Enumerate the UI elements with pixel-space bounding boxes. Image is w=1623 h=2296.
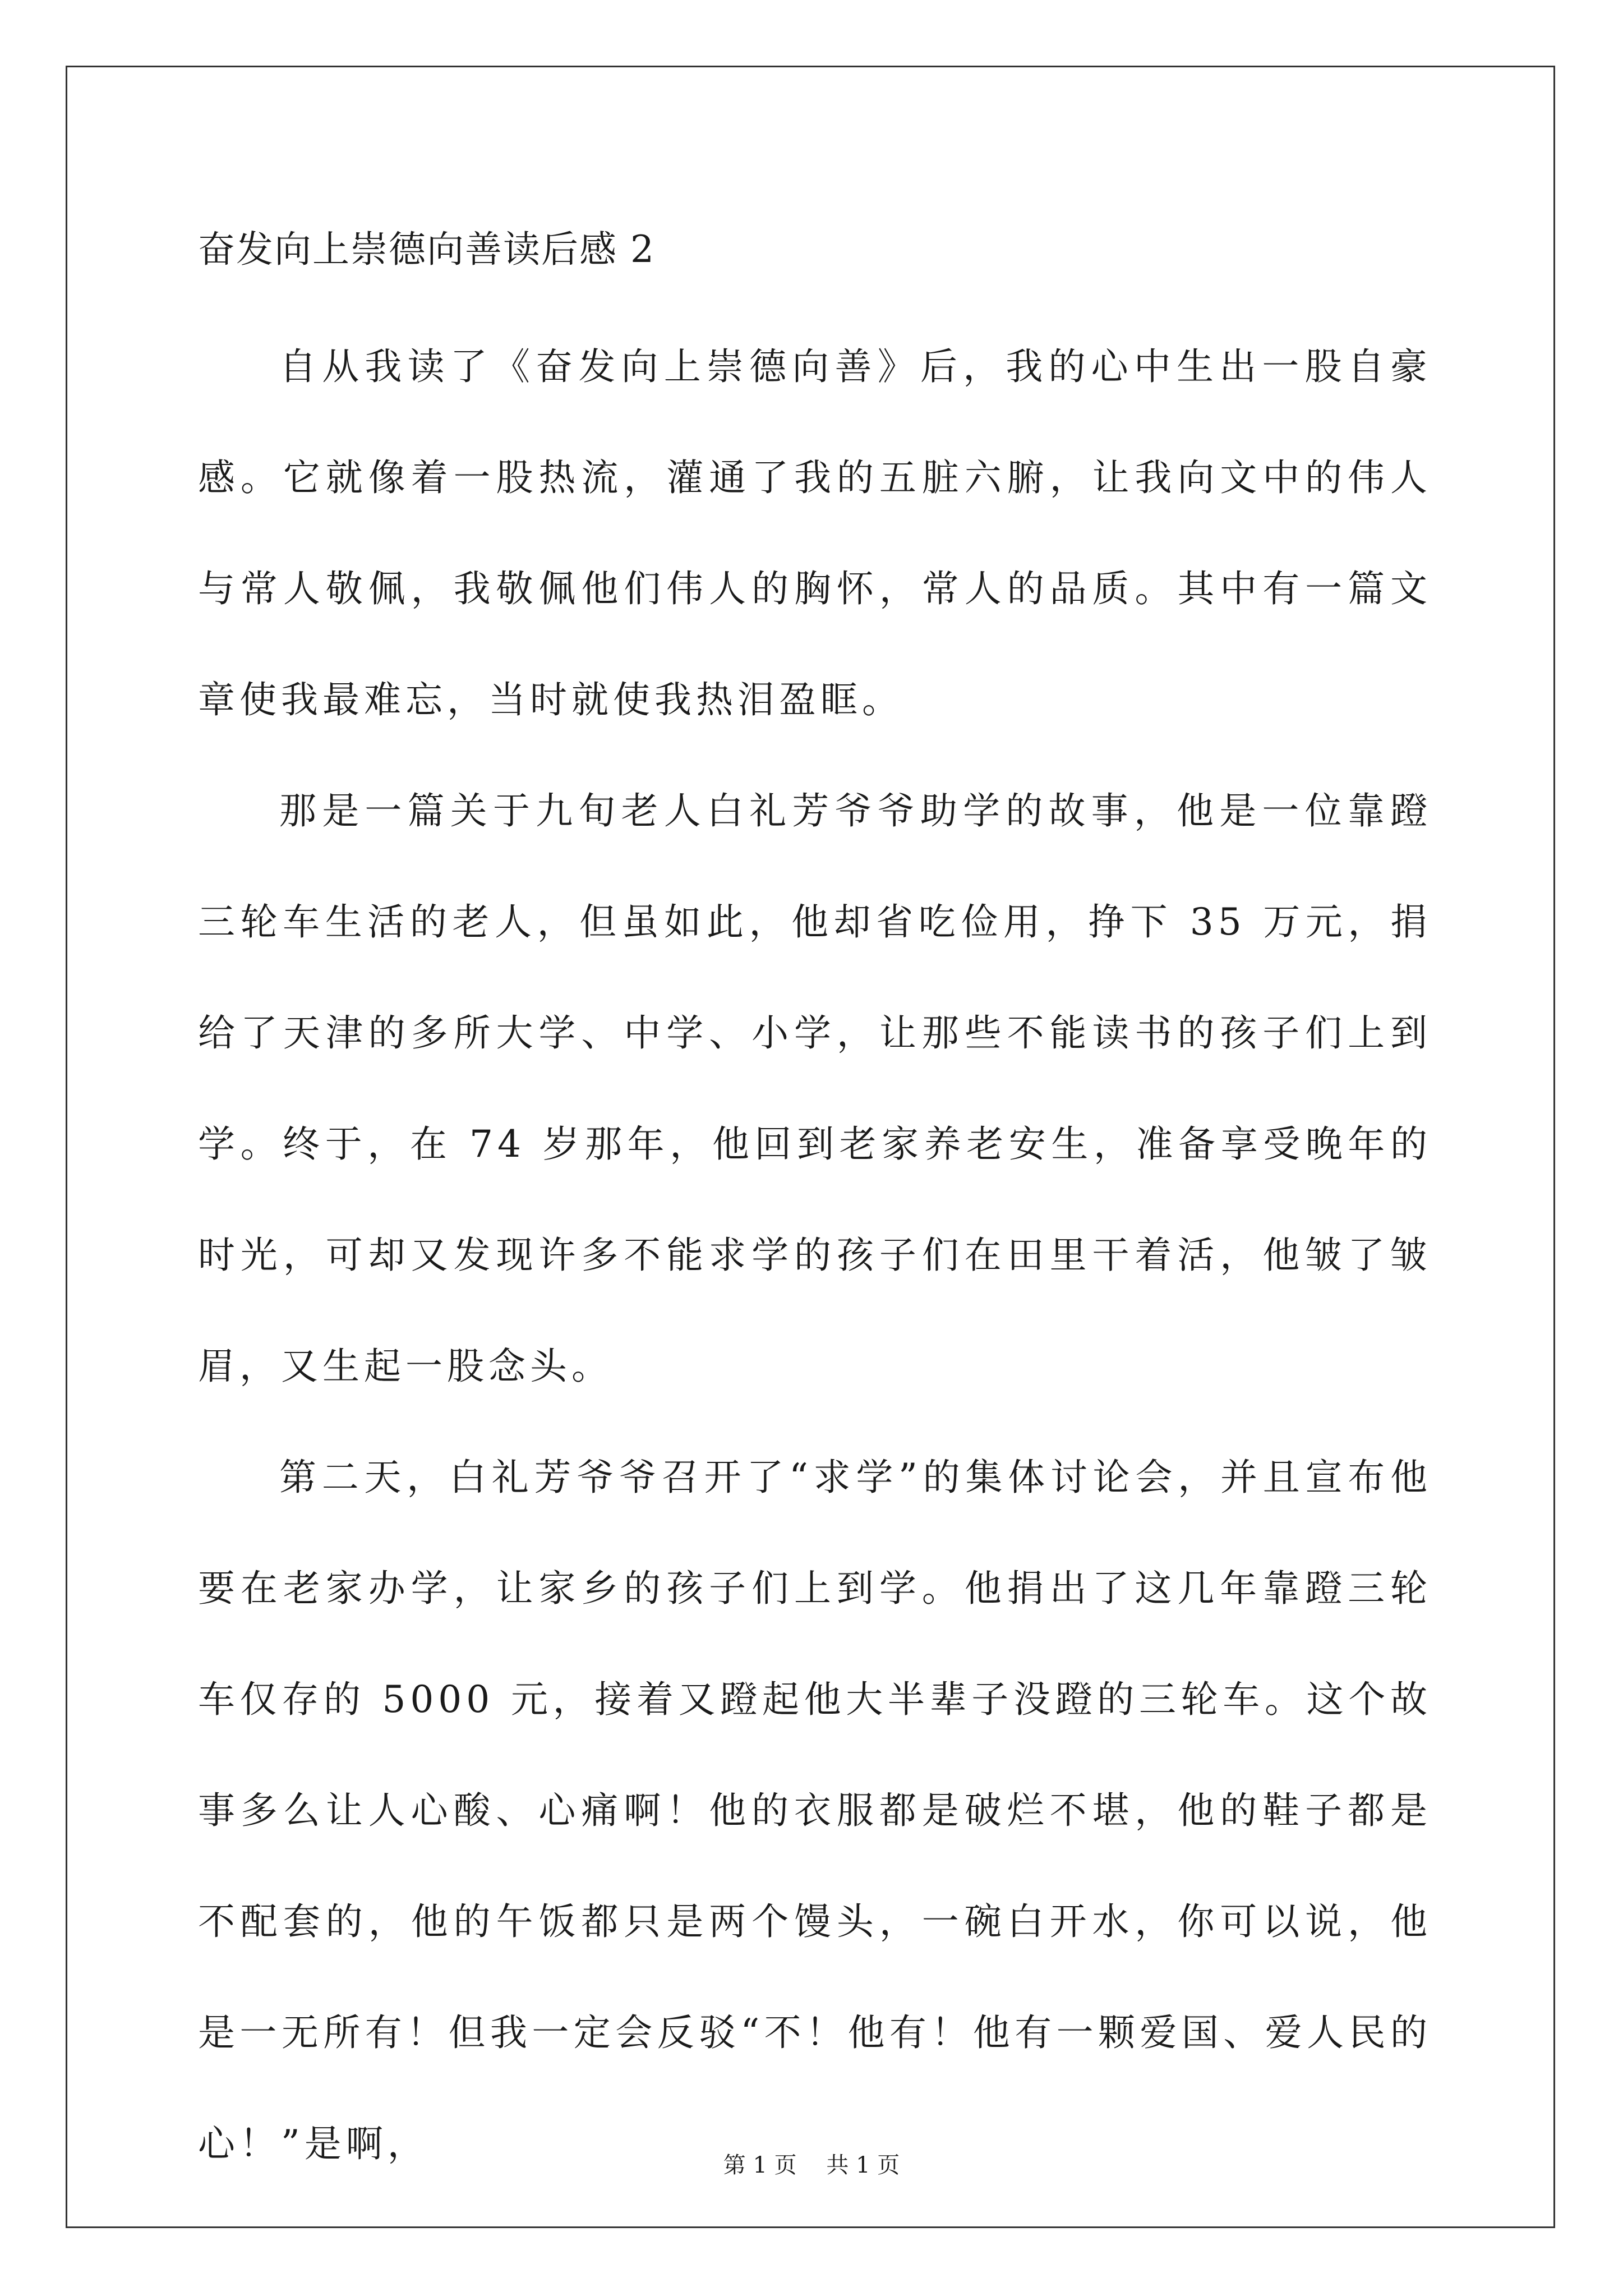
page-total: 共 1 页 [826,2152,900,2178]
document-body [198,222,1432,2200]
document-title: 奋发向上崇德向善读后感 2 [198,228,655,271]
paragraph-2: 那是一篇关于九旬老人白礼芳爷爷助学的故事，他是一位靠蹬三轮车生活的老人，但虽如此，他却省吃俭用，挣下 35 万元，捐给了天津的多所大学、中学、小学，让那些不能读书的孩子们上到学。终于，在 74 岁那年，他回到老家养老安生，准备享受晚年的时光，可却又发现许多不能求学的孩子们在田里干着活，他皱了皱眉，又生起一股念头。 [198,789,1432,1388]
paragraph-1: 自从我读了《奋发向上崇德向善》后，我的心中生出一股自豪感。它就像着一股热流，灌通了我的五脏六腑，让我向文中的伟人与常人敬佩，我敬佩他们伟人的胸怀，常人的品质。其中有一篇文章使我最难忘，当时就使我热泪盈眶。 [198,345,1432,721]
page-number: 第 1 页 [723,2152,797,2178]
paragraph-3: 第二天，白礼芳爷爷召开了“求学”的集体讨论会，并且宣布他要在老家办学，让家乡的孩子们上到学。他捐出了这几年靠蹬三轮车仅存的 5000 元，接着又蹬起他大半辈子没蹬的三轮车。这个故事多么让人心酸、心痛啊！他的衣服都是破烂不堪，他的鞋子都是不配套的，他的午饭都只是两个馒头，一碗白开水，你可以说，他是一无所有！但我一定会反驳“不！他有！他有一颗爱国、爱人民的心！”是啊， [198,1456,1432,2165]
page-footer [0,2148,1623,2182]
